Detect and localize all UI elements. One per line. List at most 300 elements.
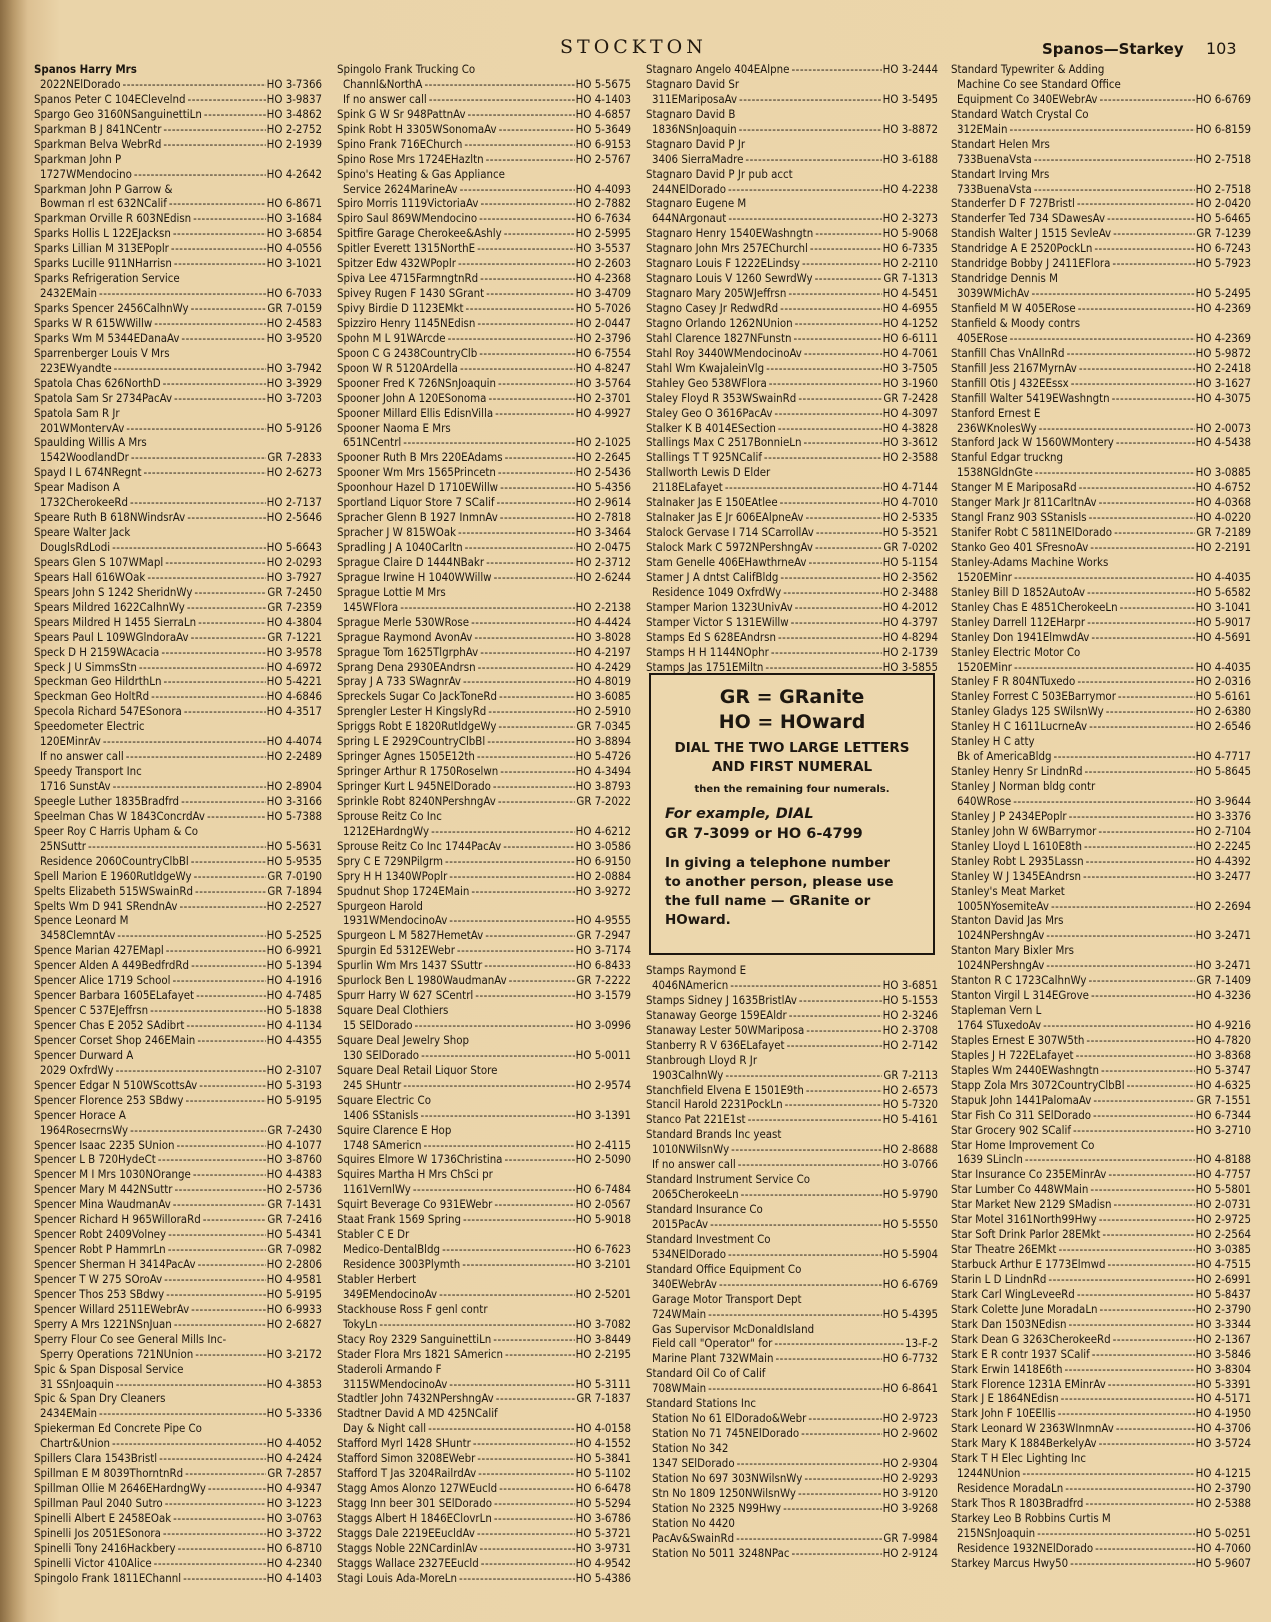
listing-line [34,1466,322,1481]
listing-name: Spingolo Frank Trucking Co [337,62,476,76]
listing-line [34,256,322,271]
listing-line [337,1167,631,1182]
leader-dashes [403,435,574,450]
leader-dashes [1046,928,1194,943]
listing-line [34,1287,322,1302]
listing-line [951,435,1251,450]
listing-line [646,1083,938,1098]
listing-line [337,615,631,630]
listing-name: Stalnaker Jas E Jr 606EAlpneAv [646,510,804,525]
listing-name: 1520EMinr [957,659,1012,674]
phone-number: GR 7-2359 [267,599,322,614]
listing-name: Stanfield M W 405ERose [951,301,1076,315]
listing-name: Spooner Ruth B Mrs 220EAdams [337,450,503,465]
listing-line [951,645,1251,660]
phone-number: HO 5-7923 [1195,256,1251,271]
listing-name: Spiro Saul 869WMendocino [337,211,478,226]
phone-number: HO 2-2694 [1195,898,1251,913]
phone-number: HO 2-9293 [882,1470,938,1485]
listing-line [646,316,938,331]
listing-line [34,137,322,152]
listing-name: Stafford Simon 3208EWebr [337,1451,476,1466]
listing-line [951,122,1251,137]
phone-number: HO 2-5767 [575,151,631,166]
phone-number: HO 3-6085 [575,689,631,704]
listing-name: Residence 3003Plymth [343,1257,461,1271]
leader-dashes [1022,1466,1194,1481]
listing-name: Staley Floyd R 353WSwainRd [646,390,797,405]
leader-dashes [1112,391,1195,406]
listing-line [337,510,631,525]
phone-number: HO 5-3721 [575,1525,631,1540]
phone-number: HO 3-5855 [882,659,938,674]
listing-line [951,1406,1251,1421]
example-numbers: GR 7-3099 or HO 6-4799 [665,826,863,842]
leader-dashes [185,1466,266,1481]
listing-line [951,928,1251,943]
leader-dashes [186,1018,265,1033]
listing-line [34,749,322,764]
phone-number: HO 5-7320 [882,1097,938,1112]
listing-line [34,465,322,480]
listing-name: Stamps Jas 1751EMiltn [646,659,764,674]
listing-line [951,764,1251,779]
phone-number: HO 5-5801 [1195,1182,1251,1197]
phone-number: HO 5-2525 [266,928,322,943]
leader-dashes [499,689,575,704]
listing-name: Stacy Roy 2329 SanguinettiLn [337,1331,492,1346]
listing-line [337,1317,631,1332]
leader-dashes [458,525,575,540]
phone-number: HO 2-5736 [266,1182,322,1197]
listing-line [951,107,1251,122]
phone-number: HO 4-5171 [1195,1391,1251,1406]
listing-name: 2015PacAv [652,1216,709,1231]
leader-dashes [1093,1093,1195,1108]
listing-line [646,555,938,570]
phone-number: HO 5-4161 [882,1112,938,1127]
leader-dashes [486,286,575,301]
phone-number: HO 2-7104 [1195,823,1251,838]
phone-number: HO 6-7554 [575,345,631,360]
listing-line [951,1511,1251,1526]
listing-name: 244NElDorado [652,181,726,196]
phone-number: HO 3-2477 [1195,868,1251,883]
leader-dashes [1120,600,1195,615]
listing-name: Stanbrough Lloyd R Jr [646,1052,758,1067]
listing-name: Spencer Durward A [34,1047,134,1062]
phone-number: HO 6-7484 [575,1182,631,1197]
phone-number: GR 7-0190 [267,868,322,883]
listing-name: Spoonhour Hazel D 1710EWillw [337,480,499,495]
listing-name: Speedometer Electric [34,719,145,734]
leader-dashes [477,1526,575,1541]
listing-name: 1639 SLincln [957,1152,1023,1167]
phone-number: HO 2-1739 [882,644,938,659]
listing-line [646,1232,938,1247]
listing-line [951,540,1251,555]
phone-number: HO 6-7732 [882,1351,938,1366]
leader-dashes [493,1332,574,1347]
leader-dashes [424,1138,575,1153]
listing-line [951,167,1251,182]
listing-name: Spracher J W 815WOak [337,525,457,540]
leader-dashes [737,1456,882,1471]
listing-name: Stanco Pat 221E1st [646,1112,746,1127]
listing-line [34,346,322,361]
leader-dashes [163,122,265,137]
leader-dashes [1034,152,1195,167]
listing-line [951,256,1251,271]
listing-name: Spencer Isaac 2235 SUnion [34,1137,175,1152]
listing-line [337,316,631,331]
phone-number: GR 7-1837 [576,1391,631,1406]
leader-dashes [1073,1123,1195,1138]
listing-line [337,570,631,585]
phone-number: HO 4-4035 [1195,659,1251,674]
listing-line [34,226,322,241]
phone-number: HO 4-7515 [1195,1257,1251,1271]
phone-number: HO 2-7518 [1195,181,1251,196]
listing-line [337,899,631,914]
leader-dashes [191,630,267,645]
listing-name: Stanley Chas E 4851CherokeeLn [951,599,1118,614]
leader-dashes [497,495,575,510]
leader-dashes [1034,182,1195,197]
leader-dashes [484,958,574,973]
phone-number: HO 2-6244 [575,569,631,584]
listing-line [337,1511,631,1526]
leader-dashes [1078,301,1195,316]
listing-line [951,585,1251,600]
listing-line [337,152,631,167]
listing-name: Stanfield & Moody contrs [951,315,1081,330]
listing-name: Stanley-Adams Machine Works [951,554,1109,569]
listing-line [951,1197,1251,1212]
listing-name: Spencer L B 720HydeCt [34,1152,156,1167]
leader-dashes [166,943,266,958]
listing-line [337,689,631,704]
leader-dashes [174,256,266,271]
listing-line [646,1217,938,1232]
leader-dashes [460,182,575,197]
listing-line [646,361,938,376]
leader-dashes [730,978,881,993]
leader-dashes [493,779,575,794]
phone-number: GR 7-1313 [883,271,938,286]
listing-name: Stanley John W 6WBarrymor [951,823,1097,838]
phone-number: HO 6-6769 [882,1276,938,1291]
listing-name: Spooner Millard Ellis EdisnVilla [337,405,494,420]
listing-line [951,525,1251,540]
leader-dashes [1065,1481,1194,1496]
listing-name: Spears Glen S 107WMapl [34,554,164,569]
listing-name: Chartr&Union [40,1436,110,1451]
listing-name: Spelts Wm D 941 SRendnAv [34,898,178,913]
listing-name: Spohn M L 91WArcde [337,330,446,345]
listing-line [337,301,631,316]
listing-name: Starkey Leo B Robbins Curtis M [951,1510,1111,1525]
listing-name: 2118ELafayet [652,480,723,495]
listing-name: Specola Richard 547ESonora [34,704,182,719]
leader-dashes [421,1108,575,1123]
leader-dashes [1083,869,1195,884]
listing-line [646,211,938,226]
phone-number: HO 4-2238 [882,181,938,196]
phone-number: HO 5-9126 [266,420,322,435]
leader-dashes [191,1302,266,1317]
phone-number: HO 6-7335 [882,241,938,256]
listing-line [34,1451,322,1466]
leader-dashes [1079,480,1195,495]
phone-number: HO 4-5691 [1195,629,1251,644]
listing-line [34,406,322,421]
listing-name: Speegle Luther 1835Bradfrd [34,793,180,808]
leader-dashes [471,615,575,630]
listing-name: Sparks Hollis L 122EJacksn [34,226,171,241]
listing-name: Stagnaro Eugene M [646,196,747,211]
leader-dashes [505,1347,575,1362]
listing-line [646,1142,938,1157]
leader-dashes [164,674,266,689]
leader-dashes [485,928,575,943]
listing-line [34,1078,322,1093]
phone-number: HO 3-2444 [882,62,938,76]
phone-number: GR 7-2947 [576,928,631,943]
listing-name: Star Home Improvement Co [951,1137,1095,1152]
phone-number: HO 5-5675 [575,76,631,91]
phone-number: HO 4-2642 [266,166,322,181]
listing-line [337,540,631,555]
listing-line [646,182,938,197]
listing-line [337,1257,631,1272]
phone-number: HO 2-5388 [1195,1496,1251,1510]
phone-number: HO 2-0475 [575,540,631,554]
listing-name: Station No 4420 [652,1515,735,1530]
listing-line [337,1391,631,1406]
dialing-info-box [649,673,935,955]
listing-line [34,1571,322,1586]
listing-line [646,480,938,495]
listing-name: Stallings T T 925NCalif [646,450,762,465]
listing-name: Stancil Harold 2231PockLn [646,1097,783,1112]
leader-dashes [1064,1362,1194,1377]
leader-dashes [488,391,574,406]
listing-line [34,92,322,107]
listing-name: Spence Leonard M [34,913,129,928]
phone-number: HO 3-0885 [1195,465,1251,480]
listing-name: Stark Mary K 1884BerkelyAv [951,1436,1097,1451]
listing-line [337,450,631,465]
listing-line [34,674,322,689]
listing-name: Stanchfield Elvena E 1501E9th [646,1082,804,1097]
leader-dashes [183,1571,266,1586]
phone-number: HO 2-5335 [882,510,938,525]
listing-line [337,182,631,197]
phone-number: HO 3-8304 [1195,1361,1251,1376]
listing-line [951,450,1251,465]
listing-name: Stallings Max C 2517BonnieLn [646,435,802,450]
listing-line [951,421,1251,436]
listing-name: Spear Madison A [34,480,120,495]
phone-number: HO 2-5646 [266,510,322,525]
listing-line [951,1108,1251,1123]
listing-name: Standard Stations Inc [646,1396,757,1411]
phone-number: HO 2-2527 [266,898,322,913]
listing-line [337,1302,631,1317]
listing-line [337,1197,631,1212]
listing-name: Stapp Zola Mrs 3072CountryClbBl [951,1077,1125,1092]
phone-number: HO 2-6546 [1195,719,1251,734]
phone-number: HO 5-6465 [1195,211,1251,226]
listing-name: Spizziro Henry 1145NEdisn [337,315,476,330]
listing-name: Spry C E 729NPilgrm [337,853,444,868]
leader-dashes [471,884,574,899]
listing-line [646,376,938,391]
phone-number: HO 4-1077 [266,1137,322,1152]
phone-number: HO 3-6188 [882,151,938,166]
leader-dashes [487,734,574,749]
phone-number: HO 3-0385 [1195,1242,1251,1257]
phone-number: HO 5-8437 [1195,1286,1251,1301]
listing-name: Stamps H H 1144NOphr [646,644,769,659]
listing-name: Spink Robt H 3305WSonomaAv [337,121,497,136]
listing-name: Stark Leonard W 2363WInmnAv [951,1421,1114,1436]
phone-number: HO 5-4221 [266,674,322,689]
listing-name: Stanley Darrell 112EHarpr [951,614,1086,629]
listing-line [646,1053,938,1068]
listing-name: Speck D H 2159WAcacia [34,644,160,659]
listing-name: Stark T H Elec Lighting Inc [951,1451,1087,1466]
leader-dashes [1113,1332,1195,1347]
phone-number: HO 4-2340 [266,1555,322,1570]
listing-name: 1212EHardngWy [343,823,430,838]
listing-name: Sprouse Reitz Co Inc [337,808,442,823]
listing-name: 4046NAmericn [652,977,729,992]
leader-dashes [810,241,882,256]
phone-number: HO 3-3376 [1195,808,1251,823]
leader-dashes [498,376,575,391]
listing-line [337,1242,631,1257]
leader-dashes [196,988,266,1003]
listing-line [34,1212,322,1227]
listing-line [337,1451,631,1466]
listing-name: Spencer Thos 253 SBdwy [34,1286,165,1301]
listing-name: Star Motel 3161North99Hwy [951,1212,1097,1227]
leader-dashes [188,92,266,107]
listing-line [337,435,631,450]
leader-dashes [1101,1063,1195,1078]
listing-name: Stanley Bill D 1852AutoAv [951,584,1086,599]
listing-name: Stamps Raymond E [646,963,747,977]
listing-name: 1406 SStanisls [343,1107,419,1122]
listing-line [646,196,938,211]
phone-number: HO 6-9153 [575,136,631,151]
listing-name: Stamps Sidney J 1635BristlAv [646,992,797,1007]
phone-number: HO 4-1134 [266,1018,322,1032]
listing-name: Field call "Operator" for [652,1336,773,1351]
phone-number: HO 2-3796 [575,330,631,345]
listing-line [337,1212,631,1227]
listing-line [646,1038,938,1053]
leader-dashes [738,1157,882,1172]
listing-line [646,450,938,465]
phone-number: HO 3-9644 [1195,793,1251,808]
column-2 [337,62,631,1586]
listing-line [646,645,938,660]
listing-name: Gas Supervisor McDonaldIsland [652,1321,815,1336]
listing-line [34,854,322,869]
listing-name: Spence Marian 427EMapl [34,943,164,958]
phone-number: HO 2-2564 [1195,1227,1251,1242]
phone-number: HO 5-9195 [266,1092,322,1107]
listing-line [646,391,938,406]
listing-name: Stanton David Jas Mrs [951,913,1064,928]
leader-dashes [1076,1048,1195,1063]
phone-number: HO 3-7082 [575,1316,631,1331]
listing-line [337,928,631,943]
leader-dashes [178,1541,266,1556]
phone-number: HO 3-2172 [266,1346,322,1361]
phone-number: HO 6-9150 [575,853,631,868]
listing-line [646,540,938,555]
listing-line [646,1292,938,1307]
listing-line [34,1182,322,1197]
phone-number: HO 5-5904 [882,1246,938,1261]
leader-dashes [173,226,266,241]
listing-line [34,122,322,137]
phone-number: HO 5-3649 [575,121,631,136]
listing-name: Spears Paul L 109WGlndoraAv [34,629,189,644]
listing-name: Spencer Richard H 965WilloraRd [34,1212,201,1227]
listing-line [646,1351,938,1366]
phone-number: HO 4-8019 [575,674,631,689]
listing-name: Stagnaro David B [646,106,736,121]
phone-number: HO 4-6752 [1195,480,1251,495]
listing-name: 2065CherokeeLn [652,1187,739,1202]
phone-number: HO 5-4386 [575,1570,631,1585]
listing-name: Residence 1049 OxfrdWy [652,584,782,599]
phone-number: GR 7-1239 [1196,226,1251,241]
listing-name: Stanger M E MariposaRd [951,480,1077,495]
listing-name: 31 SSnJoaquin [40,1376,114,1391]
leader-dashes [478,1466,575,1481]
listing-line [337,973,631,988]
listing-name: Station No 61 ElDorado&Webr [652,1411,807,1426]
phone-number: HO 3-8368 [1195,1047,1251,1062]
listing-name: Stagg Amos Alonzo 127WEucld [337,1481,498,1496]
phone-number: GR 7-0345 [576,719,631,734]
listing-name: DouglsRdLodi [40,540,111,554]
leader-dashes [731,1142,882,1157]
leader-dashes [509,973,576,988]
phone-number: HO 3-6786 [575,1510,631,1525]
leader-dashes [203,1212,267,1227]
listing-line [646,1157,938,1172]
listing-line [951,495,1251,510]
leader-dashes [804,435,882,450]
listing-name: Spitler Everett 1315NorthE [337,241,476,256]
listing-line [646,978,938,993]
listing-line [337,256,631,271]
listing-line [951,1167,1251,1182]
phone-number: HO 2-1939 [266,136,322,151]
listing-name: 1024NPershngAv [957,928,1045,943]
listing-line [34,794,322,809]
phone-number: HO 3-5764 [575,375,631,390]
leader-dashes [187,510,265,525]
leader-dashes [174,1317,266,1332]
